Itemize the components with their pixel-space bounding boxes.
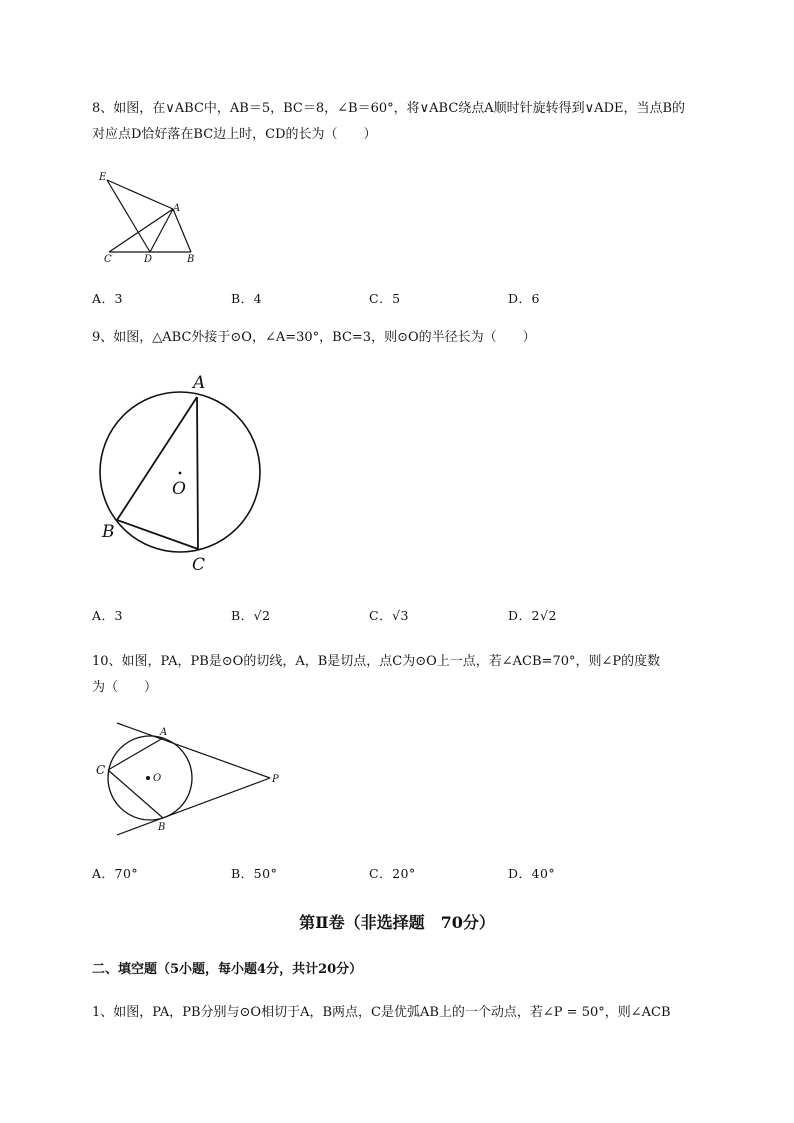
q9-label-a: A [193,373,206,393]
q9-label-o: O [172,479,186,499]
q9-segment-ab [117,397,197,520]
q10-text-line2: 为（ ） [92,680,158,695]
q8-option-b: B．4 [231,291,263,306]
q8-label-e: E [99,172,107,183]
q9-text-line1: 9、如图，△ABC外接于⊙O，∠A=30°，BC=3，则⊙O的半径长为（ ） [92,330,536,345]
q8-segment-ab [173,209,191,252]
q10-label-c: C [96,763,106,777]
q8-segment-ea [107,180,173,209]
section2-title: 第Ⅱ卷（非选择题 70分） [299,913,495,932]
q8-text-line2: 对应点D恰好落在BC边上时，CD的长为（ ） [92,127,377,142]
q10-option-a: A．70° [92,866,139,881]
q8-option-c: C．5 [369,291,401,306]
q10-tangent-pa [117,723,270,778]
q10-label-p: P [272,774,279,785]
fill1-text-line1: 1、如图，PA，PB分别与⊙O相切于A，B两点，C是优弧AB上的一个动点，若∠P = 50°，则∠ACB [92,1005,671,1020]
q10-text-line1: 10、如图，PA，PB是⊙O的切线，A，B是切点，点C为⊙O上一点，若∠ACB=70°，则∠P的度数 [92,654,661,669]
q9-segment-ac [197,397,198,549]
section2-heading: 二、填空题（5小题，每小题4分，共计20分） [92,962,363,977]
q9-center-dot [179,472,182,475]
q9-label-b: B [102,522,115,542]
q10-label-a: A [160,727,168,738]
q10-option-b: B．50° [231,866,278,881]
q10-option-c: C．20° [369,866,416,881]
q10-figure [90,718,290,840]
q9-option-d: D．2√2 [508,608,557,623]
q10-tangent-pb [117,778,270,835]
q8-segment-ed [107,180,150,252]
q9-option-c: C．√3 [369,608,409,623]
q8-segment-da [150,209,173,252]
q9-figure [90,365,280,580]
q8-label-b: B [187,254,195,265]
q9-option-a: A．3 [92,608,123,623]
q10-label-o: O [153,773,162,784]
q8-option-d: D．6 [508,291,540,306]
q9-label-c: C [192,555,206,575]
q8-figure [95,168,215,268]
q8-text-line1: 8、如图，在∨ABC中，AB＝5，BC＝8，∠B＝60°，将∨ABC绕点A顺时针旋转得到∨ADE，当点B的 [92,101,686,116]
q10-center-dot [146,776,150,780]
q8-label-d: D [144,254,153,265]
q8-label-c: C [104,254,112,265]
q9-option-b: B．√2 [231,608,271,623]
q8-label-a: A [173,203,181,214]
q10-option-d: D．40° [508,866,556,881]
q8-option-a: A．3 [92,291,123,306]
q8-segment-ca [109,209,173,252]
q10-label-b: B [158,822,166,833]
